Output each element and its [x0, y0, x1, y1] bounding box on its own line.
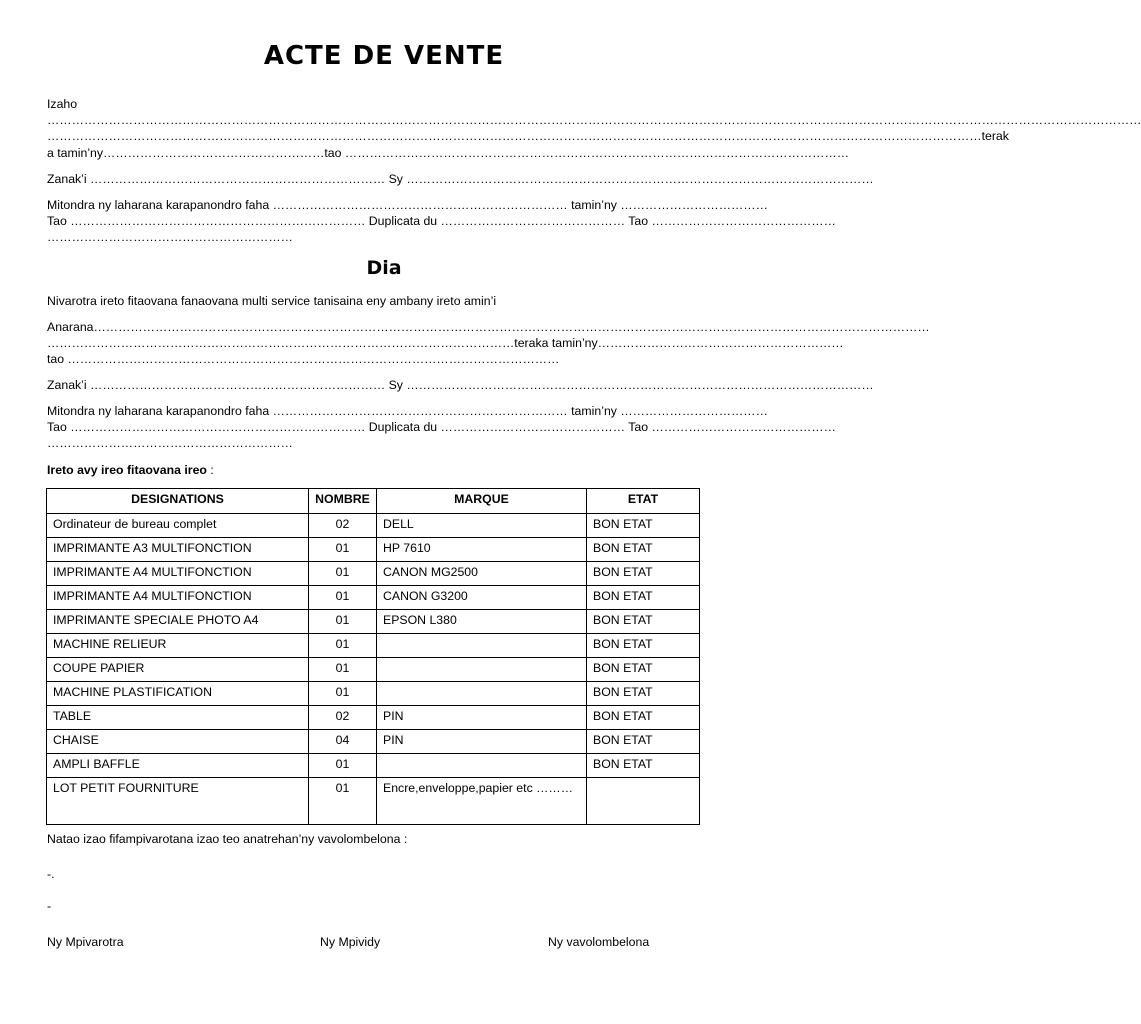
- cell-designation: IMPRIMANTE A3 MULTIFONCTION: [47, 538, 309, 562]
- cell-designation: IMPRIMANTE SPECIALE PHOTO A4: [47, 610, 309, 634]
- cell-marque: EPSON L380: [377, 610, 587, 634]
- cell-etat: BON ETAT: [587, 682, 700, 706]
- cell-designation: MACHINE RELIEUR: [47, 634, 309, 658]
- cell-designation: CHAISE: [47, 730, 309, 754]
- seller-birth-line: a tamin’ny………………………………………………tao ……………………………………………………………………………………………………………: [47, 146, 850, 160]
- cell-nombre: 01: [309, 586, 377, 610]
- cell-nombre: 01: [309, 634, 377, 658]
- buyer-id-place-line: Tao ……………………………………………………………… Duplicata du ……………………………………… Tao ………………………………………: [47, 420, 836, 434]
- buyer-birthplace-line: tao …………………………………………………………………………………………………………: [47, 352, 560, 366]
- seller-name-dots-2: …………………………………………………………………………………………………………………………………………………………………………………………………………terak: [47, 129, 1009, 143]
- cell-etat: BON ETAT: [587, 706, 700, 730]
- cell-marque: CANON MG2500: [377, 562, 587, 586]
- witness-line-1: -.: [47, 867, 55, 881]
- cell-marque: PIN: [377, 706, 587, 730]
- cell-designation: IMPRIMANTE A4 MULTIFONCTION: [47, 586, 309, 610]
- cell-nombre: 01: [309, 754, 377, 778]
- buyer-parents-line: Zanak’i ……………………………………………………………… Sy ……………………………………………………………………………………………………: [47, 378, 874, 392]
- buyer-name-line: Anarana……………………………………………………………………………………………………………………………………………………………………………………: [47, 320, 930, 334]
- buyer-id-end-line: ……………………………………………………: [47, 436, 293, 450]
- table-row: [47, 562, 700, 586]
- cell-designation: IMPRIMANTE A4 MULTIFONCTION: [47, 562, 309, 586]
- cell-marque: [377, 634, 587, 658]
- table-row: [47, 586, 700, 610]
- table-row: [47, 682, 700, 706]
- cell-nombre: 01: [309, 610, 377, 634]
- items-table: [46, 488, 700, 825]
- seller-parents-line: Zanak’i ……………………………………………………………… Sy ……………………………………………………………………………………………………: [47, 172, 874, 186]
- cell-nombre: 01: [309, 778, 377, 825]
- table-row: [47, 634, 700, 658]
- cell-etat: BON ETAT: [587, 610, 700, 634]
- cell-designation: MACHINE PLASTIFICATION: [47, 682, 309, 706]
- header-nombre: NOMBRE: [309, 489, 377, 514]
- cell-designation: COUPE PAPIER: [47, 658, 309, 682]
- cell-nombre: 01: [309, 538, 377, 562]
- cell-marque: [377, 754, 587, 778]
- table-row: [47, 730, 700, 754]
- cell-marque: Encre,enveloppe,papier etc ………: [377, 778, 587, 825]
- table-row: [47, 778, 700, 825]
- cell-etat: BON ETAT: [587, 658, 700, 682]
- seller-label: Izaho: [47, 97, 78, 111]
- table-header-row: [47, 489, 700, 514]
- table-row: [47, 514, 700, 538]
- cell-marque: CANON G3200: [377, 586, 587, 610]
- cell-designation: LOT PETIT FOURNITURE: [47, 778, 309, 825]
- table-row: [47, 754, 700, 778]
- signature-buyer: Ny Mpividy: [320, 935, 381, 949]
- cell-nombre: 04: [309, 730, 377, 754]
- header-designations: DESIGNATIONS: [47, 489, 309, 514]
- cell-designation: Ordinateur de bureau complet: [47, 514, 309, 538]
- items-heading-colon: :: [206, 463, 214, 477]
- buyer-birth-line: ……………………………………………………………………………………………………teraka tamin’ny……………………………………………………: [47, 336, 844, 350]
- table-row: [47, 658, 700, 682]
- cell-nombre: 01: [309, 682, 377, 706]
- table-row: [47, 538, 700, 562]
- header-marque: MARQUE: [377, 489, 587, 514]
- cell-marque: DELL: [377, 514, 587, 538]
- sale-intro: Nivarotra ireto fitaovana fanaovana multi service tanisaina eny ambany ireto amin’i: [47, 294, 497, 308]
- signature-seller: Ny Mpivarotra: [47, 935, 124, 949]
- header-etat: ETAT: [587, 489, 700, 514]
- cell-etat: BON ETAT: [587, 586, 700, 610]
- cell-nombre: 01: [309, 562, 377, 586]
- table-row: [47, 706, 700, 730]
- cell-etat: BON ETAT: [587, 514, 700, 538]
- section-subtitle: Dia: [366, 257, 402, 279]
- items-heading-text: Ireto avy ireo fitaovana ireo: [47, 463, 207, 477]
- seller-name-dots: ……………………………………………………………………………………………………………………………………………………………………………………………………………………………………………: [47, 113, 1141, 127]
- document-title: ACTE DE VENTE: [263, 41, 505, 71]
- cell-marque: [377, 682, 587, 706]
- cell-etat: BON ETAT: [587, 634, 700, 658]
- witness-line-2: -: [47, 899, 52, 913]
- seller-id-place-line: Tao ……………………………………………………………… Duplicata du ……………………………………… Tao ………………………………………: [47, 214, 836, 228]
- cell-marque: PIN: [377, 730, 587, 754]
- cell-marque: [377, 658, 587, 682]
- cell-marque: HP 7610: [377, 538, 587, 562]
- cell-designation: AMPLI BAFFLE: [47, 754, 309, 778]
- items-heading: [47, 463, 737, 478]
- signature-witness: Ny vavolombelona: [548, 935, 650, 949]
- cell-nombre: 01: [309, 658, 377, 682]
- cell-etat: BON ETAT: [587, 538, 700, 562]
- seller-id-line: Mitondra ny laharana karapanondro faha ……………………………………………………………… tamin’ny ………………………………: [47, 198, 768, 212]
- cell-etat: BON ETAT: [587, 730, 700, 754]
- items-table-body: [47, 514, 700, 825]
- cell-designation: TABLE: [47, 706, 309, 730]
- seller-id-end-line: ……………………………………………………: [47, 230, 293, 244]
- witness-intro: Natao izao fifampivarotana izao teo anatrehan’ny vavolombelona :: [47, 832, 408, 846]
- cell-etat: [587, 778, 700, 825]
- cell-etat: BON ETAT: [587, 754, 700, 778]
- cell-nombre: 02: [309, 706, 377, 730]
- cell-etat: BON ETAT: [587, 562, 700, 586]
- cell-nombre: 02: [309, 514, 377, 538]
- buyer-id-line: Mitondra ny laharana karapanondro faha ……………………………………………………………… tamin’ny ………………………………: [47, 404, 768, 418]
- table-row: [47, 610, 700, 634]
